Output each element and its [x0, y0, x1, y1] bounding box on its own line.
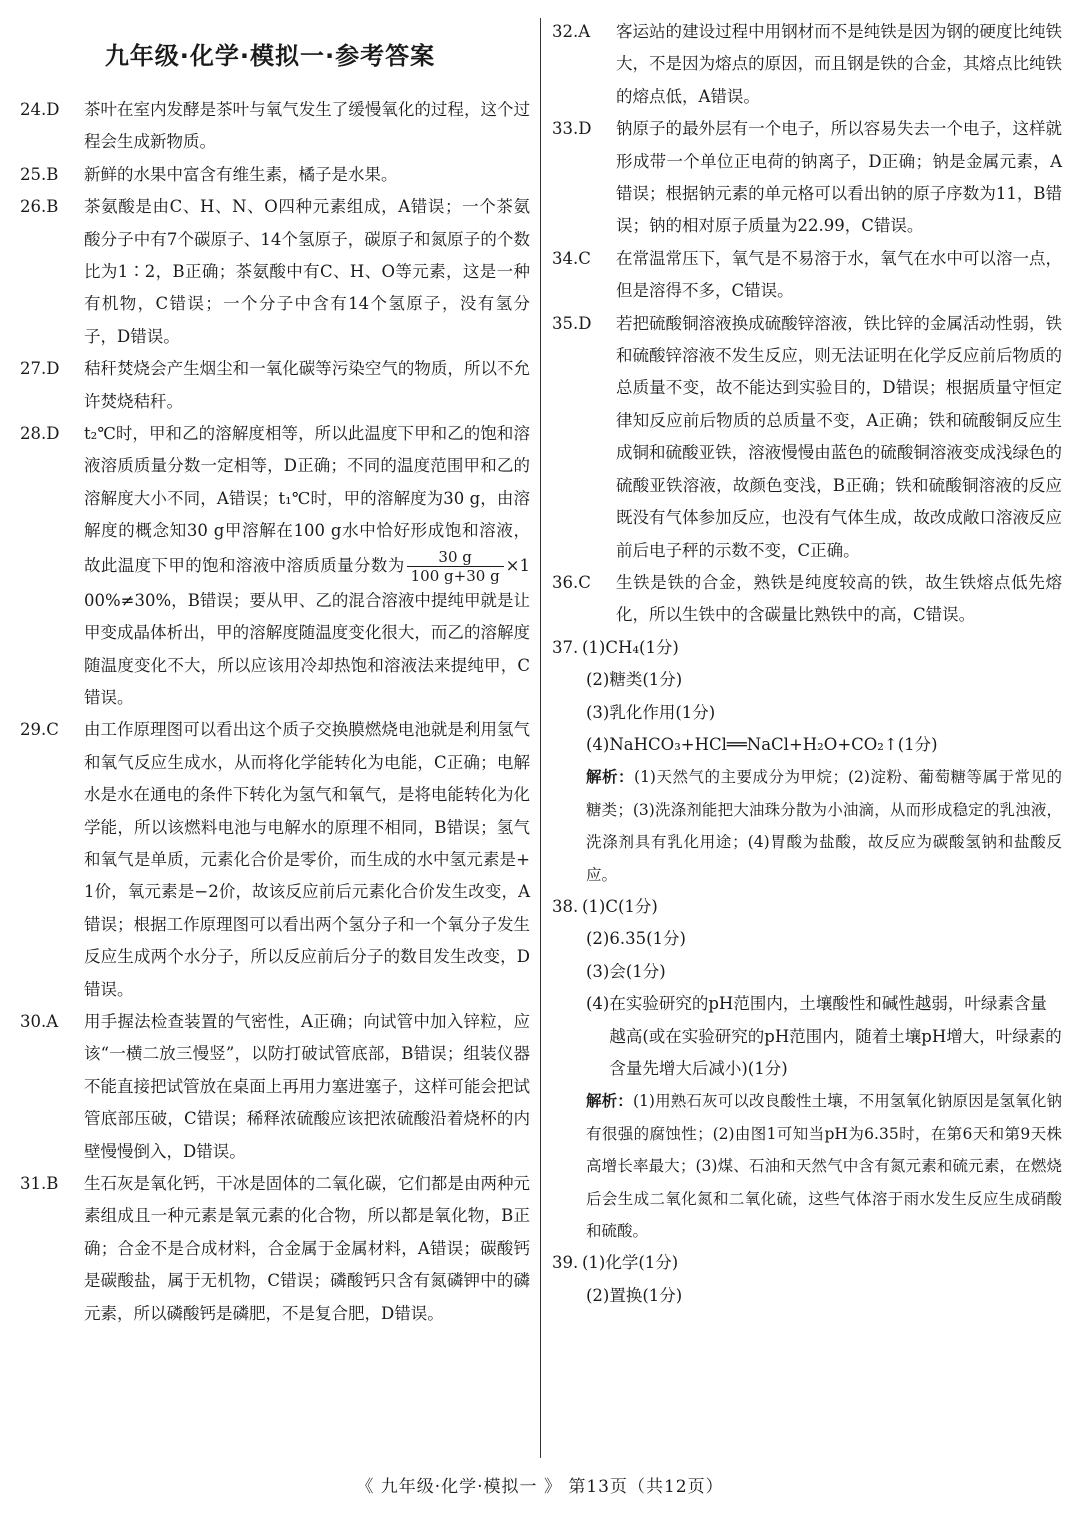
explanation-text: 客运站的建设过程中用钢材而不是纯铁是因为钢的硬度比纯铁大，不是因为熔点的原因，而且钢是铁的合金，其熔点比纯铁的熔点低，A错误。	[616, 22, 1062, 106]
question-number: 26.B	[20, 197, 59, 217]
q28-t2-text: t₂℃时，甲和乙的溶解度相等，所以此温度下甲和乙的饱和溶液溶质质量分数一定相等，D正确；不同的温度范围甲和乙的溶解度大小不同，A错误；	[84, 424, 530, 508]
explanation-text: 生铁是铁的合金，熟铁是纯度较高的铁，故生铁熔点低先熔化，所以生铁中的含碳量比熟铁中的高，C错误。	[616, 572, 1062, 625]
analysis-block	[552, 1085, 1062, 1247]
analysis-text: (1)用熟石灰可以改良酸性土壤，不用氢氧化钠原因是氢氧化钠有很强的腐蚀性；(2)由图1可知当pH为6.35时，在第6天和第9天株高增长率最大；(3)煤、石油和天然气中含有氮元素和硫元素，在燃烧后会生成二氧化氮和二氧化硫，这些气体溶于雨水发生反应生成硝酸和硫酸。	[586, 1092, 1062, 1241]
explanation-text: 新鲜的水果中富含有维生素，橘子是水果。	[84, 164, 398, 184]
sub-answer: (2)置换(1分)	[586, 1285, 683, 1305]
sub-answer: (4)NaHCO₃+HCl══NaCl+H₂O+CO₂↑(1分)	[586, 734, 938, 754]
explanation-text: 茶氨酸是由C、H、N、O四种元素组成，A错误；一个茶氨酸分子中有7个碳原子、14个氢原子，碳原子和氮原子的个数比为1∶2，B正确；茶氨酸中有C、H、O等元素，这是一种有机物，C错误；一个分子中含有14个氢原子，没有氢分子，D错误。	[84, 197, 530, 346]
answer-item	[20, 418, 530, 714]
explanation-text: 生石灰是氧化钙，干冰是固体的二氧化碳，它们都是由两种元素组成且一种元素是氧元素的化合物，所以都是氧化物，B正确；合金不是合成材料，合金属于金属材料，A错误；碳酸钙是碳酸盐，属于无机物，C错误；磷酸钙只含有氮磷钾中的磷元素，所以磷酸钙是磷肥，不是复合肥，D错误。	[84, 1174, 530, 1323]
question-number: 34.C	[552, 248, 591, 268]
answer-item	[20, 159, 530, 191]
answer-item	[552, 113, 1062, 243]
answer-item	[552, 891, 1062, 923]
answer-item	[552, 16, 1062, 113]
answer-item	[20, 1006, 530, 1168]
fraction-denominator: 100 g+30 g	[410, 566, 500, 585]
question-number: 25.B	[20, 164, 59, 184]
fraction-numerator: 30 g	[407, 548, 504, 567]
explanation-text: 用手握法检查装置的气密性，A正确；向试管中加入锌粒，应该“一横二放三慢竖”，以防打破试管底部，B错误；组装仪器不能直接把试管放在桌面上再用力塞进塞子，这样可能会把试管底部压破，C错误；稀释浓硫酸应该把浓硫酸沿着烧杯的内壁慢慢倒入，D错误。	[84, 1011, 530, 1161]
page-title: 九年级·化学·模拟一·参考答案	[104, 42, 436, 70]
explanation-text: 钠原子的最外层有一个电子，所以容易失去一个电子，这样就形成带一个单位正电荷的钠离子，D正确；钠是金属元素，A错误；根据钠元素的单元格可以看出钠的原子序数为11，B错误；钠的相对原子质量为22.99，C错误。	[616, 119, 1062, 236]
analysis-text: (1)天然气的主要成分为甲烷；(2)淀粉、葡萄糖等属于常见的糖类；(3)洗涤剂能把大油珠分散为小油滴，从而形成稳定的乳浊液，洗涤剂具有乳化用途；(4)胃酸为盐酸，故反应为碳酸氢钠和盐酸反应。	[586, 768, 1062, 884]
sub-answer: (2)6.35(1分)	[586, 929, 686, 949]
sub-answer: (3)乳化作用(1分)	[586, 702, 716, 722]
sub-answer: (1)C(1分)	[582, 896, 658, 916]
left-column	[20, 94, 530, 1330]
right-column	[552, 16, 1062, 1312]
question-number: 27.D	[20, 359, 60, 379]
column-divider	[540, 18, 541, 1458]
answer-item	[20, 191, 530, 353]
question-number: 35.D	[552, 313, 592, 333]
answer-item	[552, 632, 1062, 664]
question-number: 31.B	[20, 1174, 59, 1193]
answer-item	[552, 1247, 1062, 1279]
sub-answer-text: 在实验研究的pH范围内，土壤酸性和碱性越弱，叶绿素含量越高(或在实验研究的pH范围内，随着土壤pH增大，叶绿素的含量先增大后减小)(1分)	[609, 994, 1062, 1078]
sub-answer-label: (4)	[586, 994, 610, 1014]
q28-t1-text: t₁℃时，甲的溶解度为30 g，由溶解度的概念知30 g甲溶解在100 g水中恰好形成饱和溶液，故此温度下甲的饱和溶液中溶质质量分数为	[84, 488, 530, 575]
explanation-text: 秸秆焚烧会产生烟尘和一氧化碳等污染空气的物质，所以不允许焚烧秸秆。	[84, 359, 530, 411]
sub-answer: (1)化学(1分)	[582, 1253, 679, 1273]
mass-fraction	[407, 548, 504, 585]
sub-answer: (3)会(1分)	[586, 961, 666, 981]
question-number: 36.C	[552, 572, 591, 592]
q28-rest-text: 100%≠30%，B错误；要从甲、乙的混合溶液中提纯甲就是让甲变成晶体析出，甲的溶解度随温度变化很大，而乙的溶解度随温度变化不大，所以应该用冷却热饱和溶液法来提纯甲，C错误。	[84, 555, 530, 707]
analysis-block	[552, 761, 1062, 891]
answer-item	[20, 1168, 530, 1330]
analysis-label: 解析：	[586, 1092, 633, 1111]
explanation-text: 在常温常压下，氧气是不易溶于水，氧气在水中可以溶一点，但是溶得不多，C错误。	[616, 248, 1062, 301]
sub-answer: (2)糖类(1分)	[586, 670, 683, 690]
sub-answer: (1)CH₄(1分)	[582, 637, 679, 657]
explanation-text: 若把硫酸铜溶液换成硫酸锌溶液，铁比锌的金属活动性弱，铁和硫酸锌溶液不发生反应，则无法证明在化学反应前后物质的总质量不变，故不能达到实验目的，D错误；根据质量守恒定律知反应前后物质的总质量不变，A正确；铁和硫酸铜反应生成铜和硫酸亚铁，溶液慢慢由蓝色的硫酸铜溶液变成浅绿色的硫酸亚铁溶液，故颜色变浅，B正确；铁和硫酸铜溶液的反应既没有气体参加反应，也没有气体生成，故改成敞口溶液反应前后电子秤的示数不变，C正确。	[616, 313, 1062, 560]
sub-answer	[552, 988, 1062, 1085]
answer-item	[552, 567, 1062, 632]
page-footer: 《 九年级·化学·模拟一 》 第13页（共12页）	[356, 1477, 724, 1497]
question-number: 30.A	[20, 1011, 59, 1031]
question-number: 39.	[552, 1253, 579, 1273]
question-number: 32.A	[552, 22, 591, 41]
explanation-text: 由工作原理图可以看出这个质子交换膜燃烧电池就是利用氢气和氧气反应生成水，从而将化学能转化为电能，C正确；电解水是水在通电的条件下转化为氢气和氧气，是将电能转化为化学能，所以该燃料电池与电解水的原理不相同，B错误；氢气和氧气是单质，元素化合价是零价，而生成的水中氢元素是+1价，氧元素是−2价，故该反应前后元素化合价发生改变，A错误；根据工作原理图可以看出两个氢分子和一个氧分子发生反应生成两个水分子，所以反应前后分子的数目发生改变，D错误。	[84, 720, 530, 999]
answer-item	[552, 308, 1062, 567]
analysis-label: 解析：	[586, 768, 635, 787]
question-number: 37.	[552, 637, 579, 657]
question-number: 24.D	[20, 100, 60, 119]
explanation-text	[84, 418, 530, 714]
question-number: 29.C	[20, 720, 59, 740]
answer-item	[20, 353, 530, 418]
question-number: 38.	[552, 896, 579, 916]
answer-item	[20, 94, 530, 159]
question-number: 33.D	[552, 119, 592, 139]
times-sign: ×	[505, 555, 520, 575]
question-number: 28.D	[20, 424, 60, 444]
answer-item	[552, 243, 1062, 308]
explanation-text: 茶叶在室内发酵是茶叶与氧气发生了缓慢氧化的过程，这个过程会生成新物质。	[84, 100, 530, 152]
answer-item	[20, 714, 530, 1006]
